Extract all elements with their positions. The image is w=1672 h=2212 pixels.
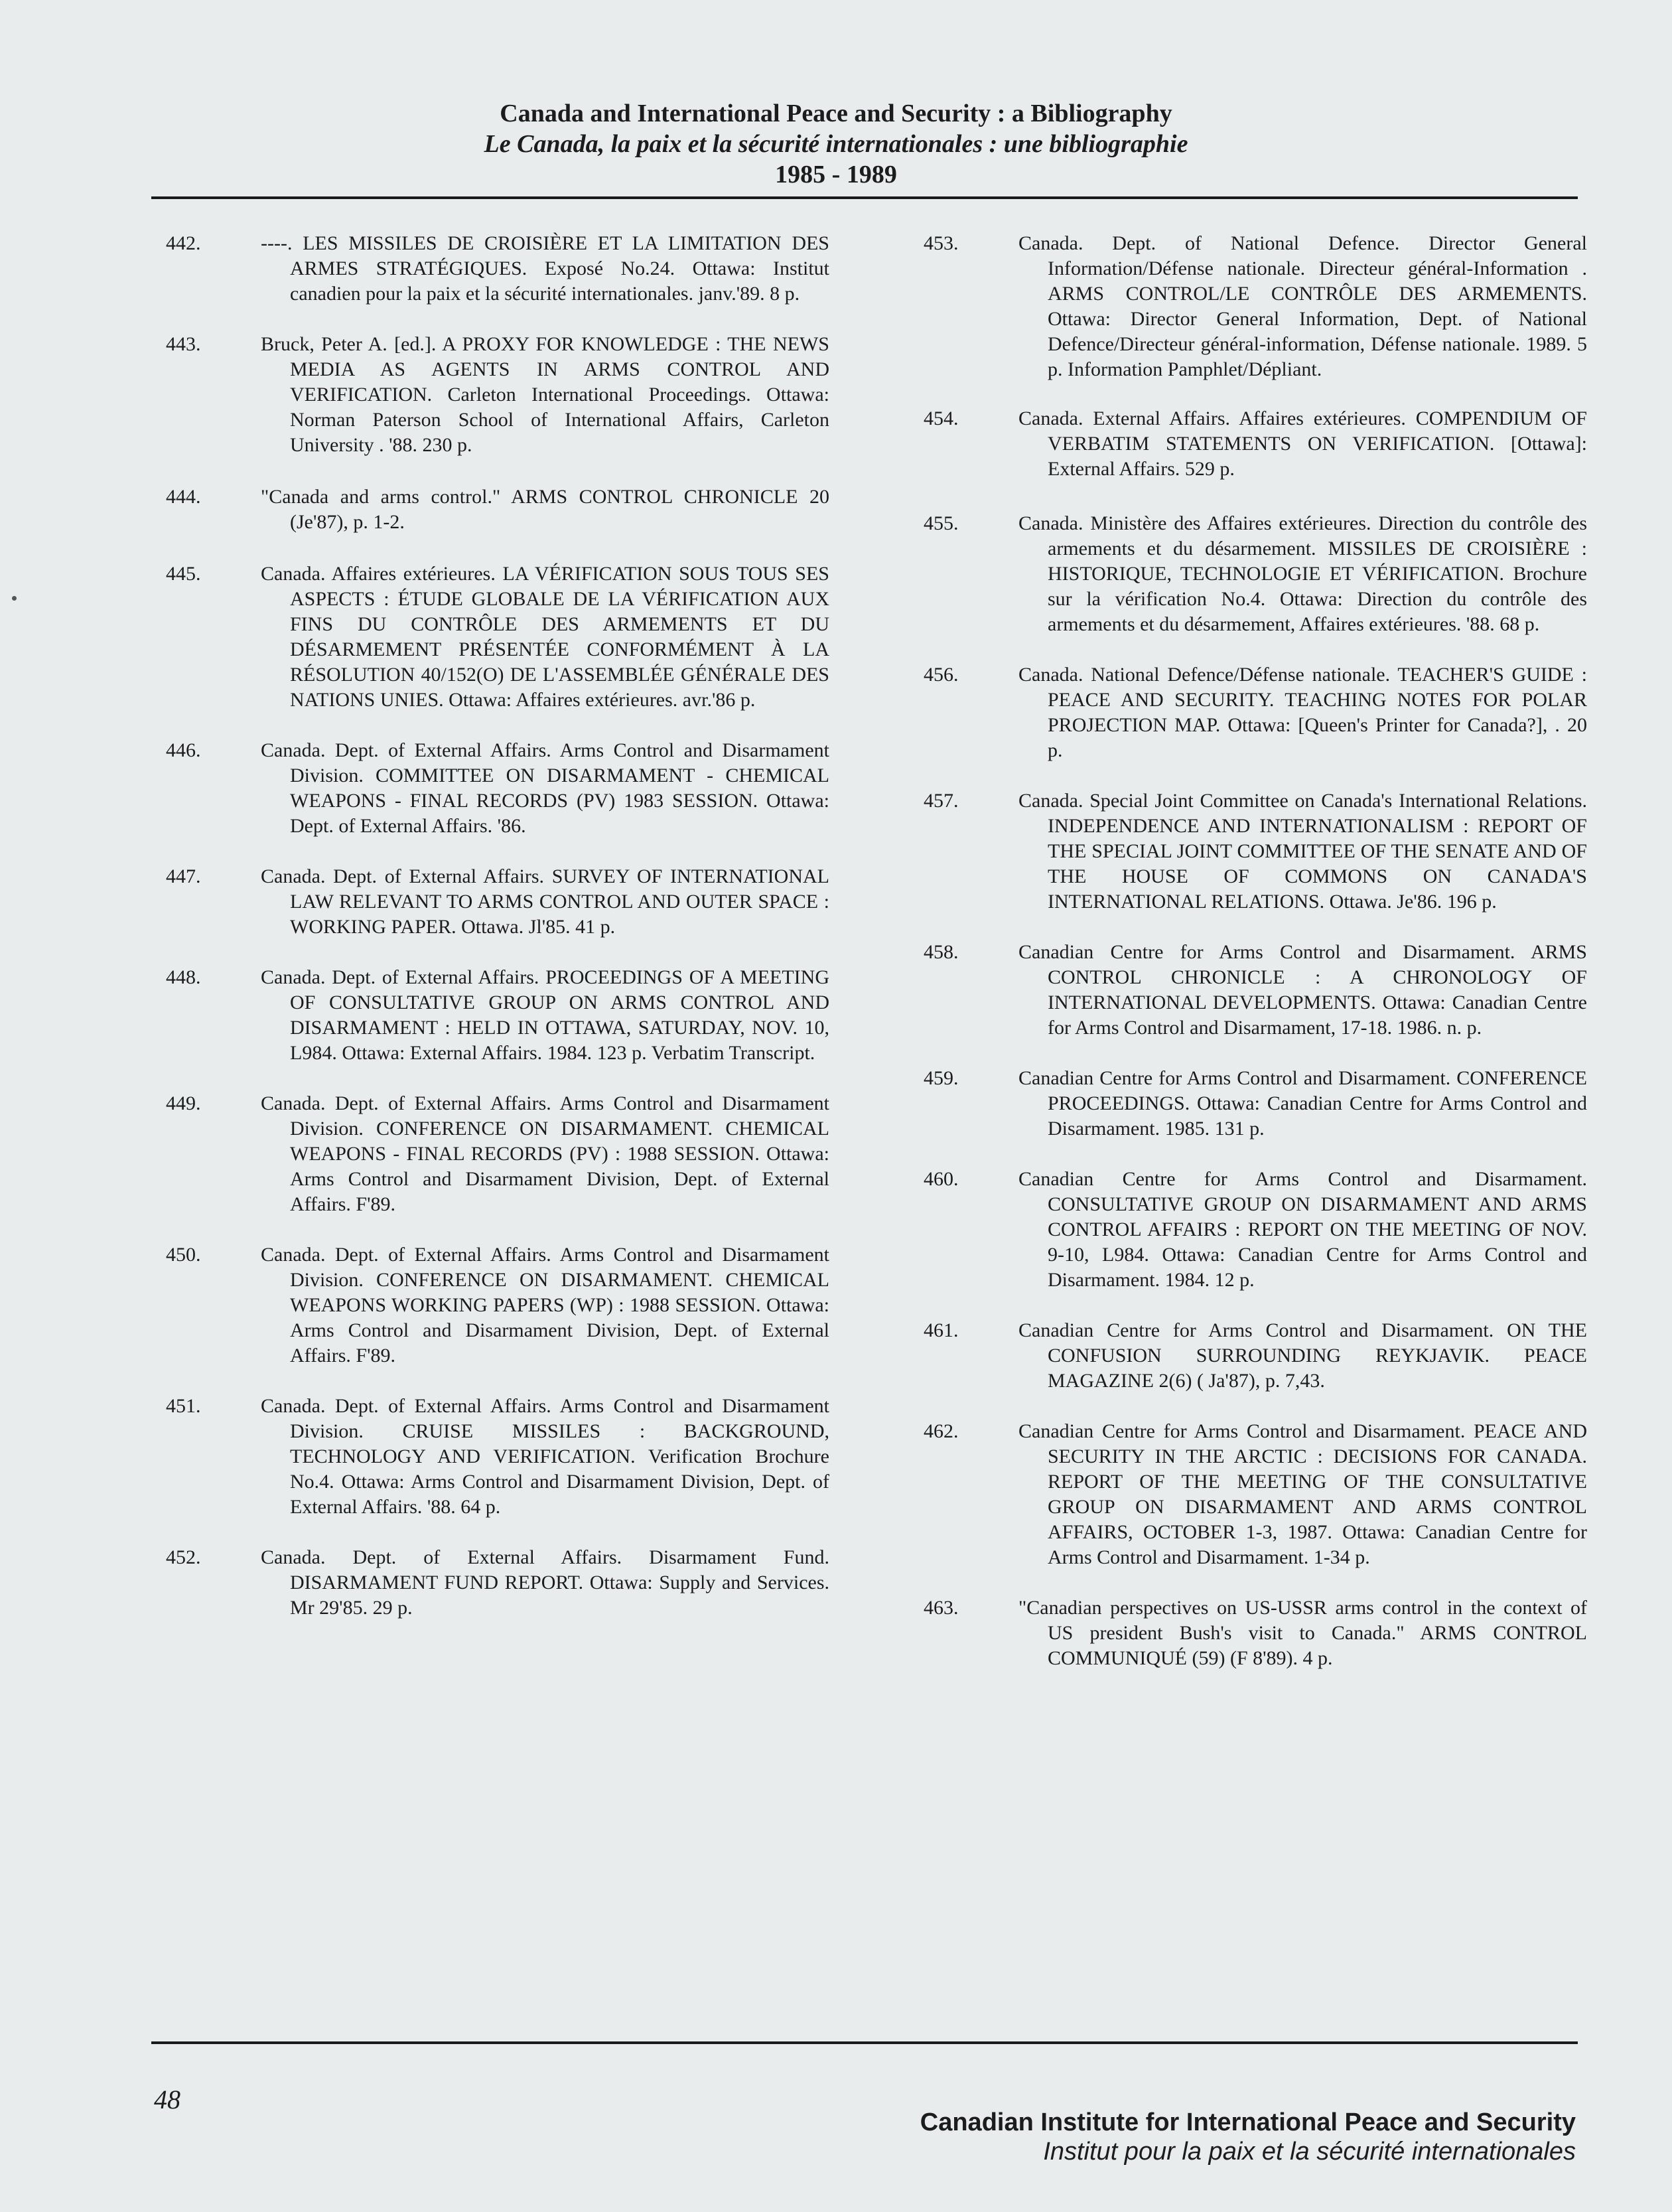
page-header (0, 98, 1672, 190)
publisher-name-fr: Institut pour la paix et la sécurité internationales (1043, 2138, 1576, 2166)
footer-rule (151, 2041, 1578, 2044)
bibliography-entry-446 (166, 738, 829, 839)
entry-number: 456. (924, 664, 959, 686)
bibliography-entry-449 (166, 1091, 829, 1217)
bibliography-subtitle: Le Canada, la paix et la sécurité internationales : une bibliographie (484, 130, 1188, 158)
entry-number: 451. (166, 1395, 201, 1417)
bibliography-entry-463 (924, 1595, 1587, 1671)
bibliography-entry-462 (924, 1419, 1587, 1570)
publisher-name-en: Canadian Institute for International Peace and Security (920, 2108, 1576, 2136)
bibliography-entry-460 (924, 1167, 1587, 1293)
entry-number: 443. (166, 333, 201, 355)
entry-number: 442. (166, 232, 201, 254)
bibliography-entry-452 (166, 1545, 829, 1621)
entry-text: Canada. Dept. of External Affairs. Arms Control and Disarmament Division. COMMITTEE ON DISARMAMENT - CHEMICAL WEAPONS - FINAL RECORDS (PV) 1983 SESSION. Ottawa: Dept. of External Affairs. '86. (261, 739, 829, 837)
entry-number: 455. (924, 512, 959, 534)
entry-number: 453. (924, 232, 959, 254)
entry-text: Canada. Dept. of External Affairs. Disarmament Fund. DISARMAMENT FUND REPORT. Ottawa: Supply and Services. Mr 29'85. 29 p. (261, 1546, 829, 1619)
bibliography-entry-451 (166, 1394, 829, 1520)
entry-text: Canada. Dept. of External Affairs. Arms Control and Disarmament Division. CONFERENCE ON DISARMAMENT. CHEMICAL WEAPONS WORKING PAPERS (WP) : 1988 SESSION. Ottawa: Arms Control and Disarmament Division, Dept. of External Affairs. F'89. (261, 1244, 829, 1366)
entry-number: 447. (166, 865, 201, 887)
entry-text: Canada. External Affairs. Affaires extérieures. COMPENDIUM OF VERBATIM STATEMENTS ON VERIFICATION. [Ottawa]: External Affairs. 529 p. (1018, 407, 1587, 480)
entry-text: "Canadian perspectives on US-USSR arms control in the context of US president Bush's visit to Canada." ARMS CONTROL COMMUNIQUÉ (59) (F 8'89). 4 p. (1018, 1597, 1587, 1669)
entry-text: Canada. Dept. of External Affairs. Arms Control and Disarmament Division. CRUISE MISSILES : BACKGROUND, TECHNOLOGY AND VERIFICATION. Verification Brochure No.4. Ottawa: Arms Control and Disarmament Division, Dept. of External Affairs. '88. 64 p. (261, 1395, 829, 1518)
bibliography-entry-448 (166, 965, 829, 1066)
entry-number: 449. (166, 1092, 201, 1114)
entry-number: 462. (924, 1420, 959, 1442)
entry-text: Canadian Centre for Arms Control and Disarmament. ARMS CONTROL CHRONICLE : A CHRONOLOGY OF INTERNATIONAL DEVELOPMENTS. Ottawa: Canadian Centre for Arms Control and Disarmament, 17-18. 1986. n. p. (1018, 941, 1587, 1039)
bibliography-entry-458 (924, 940, 1587, 1041)
entry-text: Canada. Dept. of External Affairs. Arms Control and Disarmament Division. CONFERENCE ON DISARMAMENT. CHEMICAL WEAPONS - FINAL RECORDS (PV) : 1988 SESSION. Ottawa: Arms Control and Disarmament Division, Dept. of External Affairs. F'89. (261, 1092, 829, 1215)
bibliography-entry-459 (924, 1066, 1587, 1142)
left-column (166, 231, 829, 1621)
bibliography-entry-447 (166, 864, 829, 940)
bibliography-entry-455 (924, 511, 1587, 637)
entry-number: 444. (166, 486, 201, 508)
entry-text: Canadian Centre for Arms Control and Disarmament. CONFERENCE PROCEEDINGS. Ottawa: Canadian Centre for Arms Control and Disarmament. 1985. 131 p. (1018, 1067, 1587, 1140)
bibliography-entry-454 (924, 406, 1587, 482)
entry-text: Canadian Centre for Arms Control and Disarmament. CONSULTATIVE GROUP ON DISARMAMENT AND ARMS CONTROL AFFAIRS : REPORT ON THE MEETING OF NOV. 9-10, L984. Ottawa: Canadian Centre for Arms Control and Disarmament. 1984. 12 p. (1018, 1168, 1587, 1291)
entry-text: Canada. Ministère des Affaires extérieures. Direction du contrôle des armements et du désarmement. MISSILES DE CROISIÈRE : HISTORIQUE, TECHNOLOGIE ET VÉRIFICATION. Brochure sur la vérification No.4. Ottawa: Direction du contrôle des armements et du désarmement, Affaires extérieures. '88. 68 p. (1018, 512, 1587, 635)
entry-text: Canada. National Defence/Défense nationale. TEACHER'S GUIDE : PEACE AND SECURITY. TEACHING NOTES FOR POLAR PROJECTION MAP. Ottawa: [Queen's Printer for Canada?], . 20 p. (1018, 664, 1587, 761)
bibliography-entry-457 (924, 788, 1587, 915)
entry-text: Canada. Dept. of External Affairs. PROCEEDINGS OF A MEETING OF CONSULTATIVE GROUP ON ARMS CONTROL AND DISARMAMENT : HELD IN OTTAWA, SATURDAY, NOV. 10, L984. Ottawa: External Affairs. 1984. 123 p. Verbatim Transcript. (261, 966, 829, 1064)
bibliography-entry-461 (924, 1318, 1587, 1394)
bibliography-entry-442 (166, 231, 829, 307)
entry-text: Canadian Centre for Arms Control and Disarmament. ON THE CONFUSION SURROUNDING REYKJAVIK. PEACE MAGAZINE 2(6) ( Ja'87), p. 7,43. (1018, 1319, 1587, 1392)
entry-text: "Canada and arms control." ARMS CONTROL CHRONICLE 20 (Je'87), p. 1-2. (261, 486, 829, 533)
entry-number: 460. (924, 1168, 959, 1190)
bibliography-title: Canada and International Peace and Security : a Bibliography (500, 100, 1172, 127)
entry-text: Canada. Affaires extérieures. LA VÉRIFICATION SOUS TOUS SES ASPECTS : ÉTUDE GLOBALE DE LA VÉRIFICATION AUX FINS DU CONTRÔLE DES ARMEMENTS ET DU DÉSARMEMENT PRÉSENTÉE CONFORMÉMENT À LA RÉSOLUTION 40/152(O) DE L'ASSEMBLÉE GÉNÉRALE DES NATIONS UNIES. Ottawa: Affaires extérieures. avr.'86 p. (261, 563, 829, 711)
entry-number: 446. (166, 739, 201, 761)
bibliography-years: 1985 - 1989 (775, 161, 897, 188)
entry-number: 448. (166, 966, 201, 988)
bibliography-entry-444 (166, 484, 829, 535)
entry-number: 461. (924, 1319, 959, 1341)
bibliography-entry-445 (166, 561, 829, 713)
entry-number: 458. (924, 941, 959, 963)
entry-text: Canadian Centre for Arms Control and Disarmament. PEACE AND SECURITY IN THE ARCTIC : DECISIONS FOR CANADA. REPORT OF THE MEETING OF THE CONSULTATIVE GROUP ON DISARMAMENT AND ARMS CONTROL AFFAIRS, OCTOBER 1-3, 1987. Ottawa: Canadian Centre for Arms Control and Disarmament. 1-34 p. (1018, 1420, 1587, 1568)
entry-text: ----. LES MISSILES DE CROISIÈRE ET LA LIMITATION DES ARMES STRATÉGIQUES. Exposé No.24. Ottawa: Institut canadien pour la paix et la sécurité internationales. janv.'89. 8 p. (261, 232, 829, 305)
entry-text: Canada. Dept. of External Affairs. SURVEY OF INTERNATIONAL LAW RELEVANT TO ARMS CONTROL AND OUTER SPACE : WORKING PAPER. Ottawa. Jl'85. 41 p. (261, 865, 829, 938)
entry-number: 454. (924, 407, 959, 429)
publisher-block (920, 2108, 1576, 2166)
page-number: 48 (154, 2085, 180, 2114)
bibliography-entry-453 (924, 231, 1587, 382)
entry-text: Canada. Special Joint Committee on Canada's International Relations. INDEPENDENCE AND INTERNATIONALISM : REPORT OF THE SPECIAL JOINT COMMITTEE OF THE SENATE AND OF THE HOUSE OF COMMONS ON CANADA'S INTERNATIONAL RELATIONS. Ottawa. Je'86. 196 p. (1018, 790, 1587, 913)
entry-number: 452. (166, 1546, 201, 1568)
bibliography-entry-450 (166, 1242, 829, 1368)
bibliography-entry-456 (924, 662, 1587, 763)
entry-number: 459. (924, 1067, 959, 1089)
header-rule (151, 196, 1578, 199)
entry-text: Canada. Dept. of National Defence. Director General Information/Défense nationale. Directeur général-Information . ARMS CONTROL/LE CONTRÔLE DES ARMEMENTS. Ottawa: Director General Information, Dept. of National Defence/Directeur général-information, Défense nationale. 1989. 5 p. Information Pamphlet/Dépliant. (1018, 232, 1587, 380)
entry-number: 463. (924, 1597, 959, 1619)
entry-number: 457. (924, 790, 959, 812)
bibliography-entry-443 (166, 332, 829, 458)
entry-number: 450. (166, 1244, 201, 1266)
margin-speck (12, 596, 17, 601)
entry-number: 445. (166, 563, 201, 585)
entry-text: Bruck, Peter A. [ed.]. A PROXY FOR KNOWLEDGE : THE NEWS MEDIA AS AGENTS IN ARMS CONTROL AND VERIFICATION. Carleton International Proceedings. Ottawa: Norman Paterson School of International Affairs, Carleton University . '88. 230 p. (261, 333, 829, 456)
right-column (924, 231, 1587, 1671)
